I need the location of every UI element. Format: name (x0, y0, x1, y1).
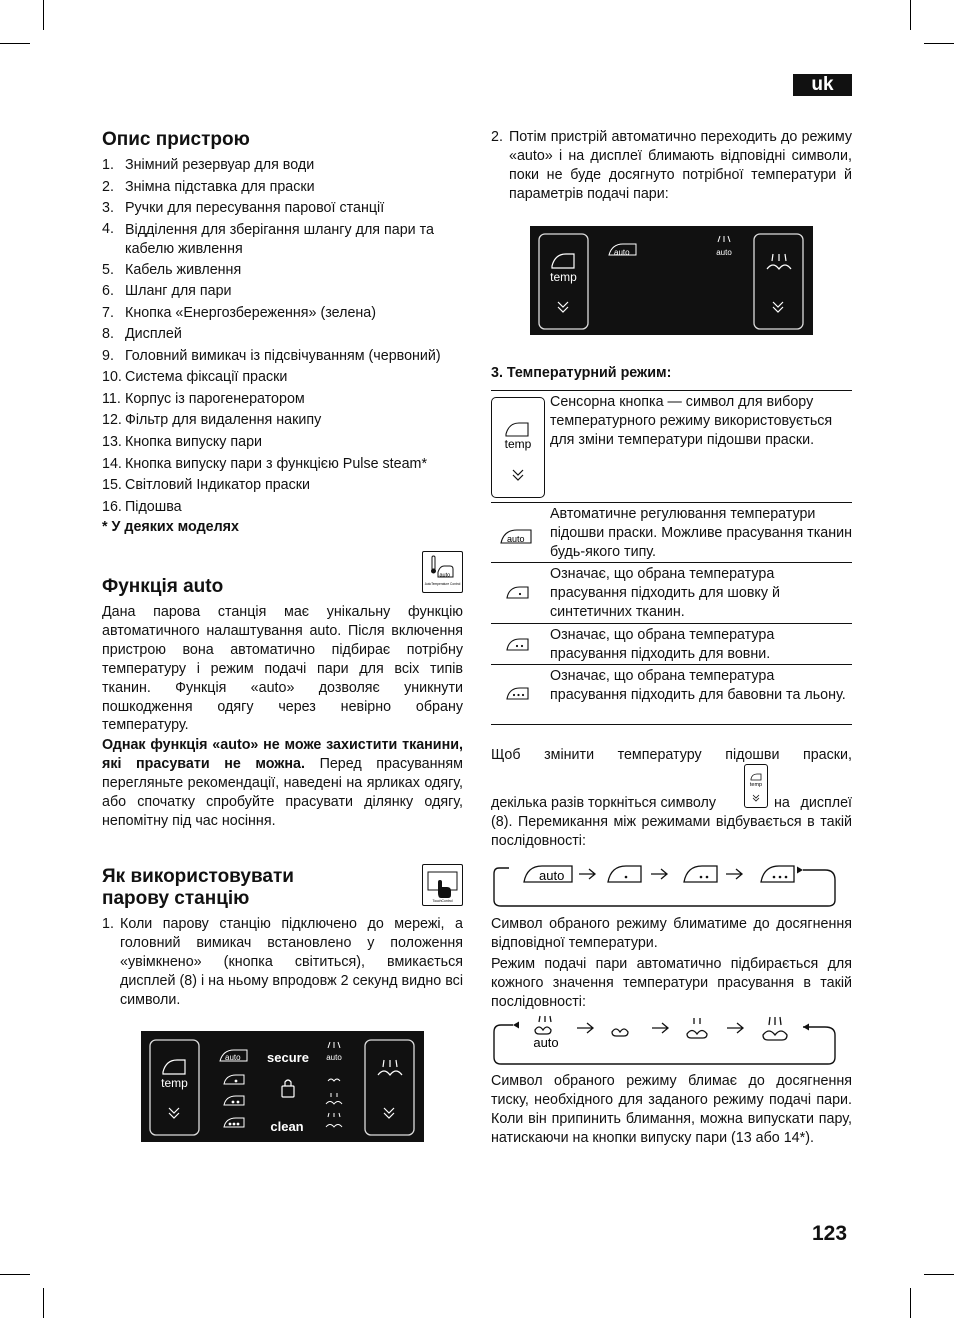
steam-sequence-auto-label: auto (533, 1035, 559, 1050)
table-row (491, 390, 852, 502)
table-row (491, 664, 852, 725)
list-item (102, 324, 464, 346)
auto-warning-rest: Перед прасуванням перегляньте рекомендації, наведені на ярликах одягу, або спочатку спробуйте прасувати ділянку одягу, непомітну під час носіння. (102, 755, 463, 829)
iron-three-dots-icon (761, 866, 794, 882)
page-number: 123 (812, 1222, 848, 1245)
temp-icon-label: temp (504, 437, 532, 451)
auto-function-heading: Функція auto (102, 576, 224, 597)
list-item-number: 12. (102, 412, 122, 429)
list-item-text: Кнопка випуску пари з функцією Pulse steam* (125, 455, 428, 472)
list-item-text: Підошва (125, 498, 182, 515)
iron-auto-label: auto (225, 1053, 241, 1062)
list-item (102, 260, 464, 282)
iron-one-dot-icon (608, 866, 641, 882)
steam-medium-icon (687, 1018, 707, 1038)
temp-row-text: Означає, що обрана температура прасування підходить для бавовни та льону. (550, 668, 846, 703)
arrow-right-icon (727, 1023, 743, 1033)
auto-function-warning (102, 736, 463, 831)
list-item-text: Кабель живлення (125, 261, 242, 278)
temp-button-icon (491, 397, 545, 498)
table-row (491, 502, 852, 562)
list-item-text: Знімна підставка для праски (125, 178, 315, 195)
language-badge: uk (793, 74, 852, 96)
list-item-number: 10. (102, 369, 122, 386)
crop-mark (924, 1274, 954, 1275)
step-1-number: 1. (102, 916, 114, 932)
auto-icon-caption: AutoTemperature Control (424, 582, 461, 586)
steam-high-icon (763, 1017, 787, 1040)
crop-mark (924, 43, 954, 44)
table-row (491, 562, 852, 623)
device-description-heading: Опис пристрою (102, 129, 250, 150)
temp-row-text: Сенсорна кнопка — символ для вибору температурного режиму використовується для зміни температури підошви праски. (550, 394, 833, 448)
steam-auto-label: auto (716, 248, 732, 257)
list-item-number: 8. (102, 326, 114, 343)
iron-two-dots-icon (684, 866, 717, 882)
how-to-use-heading-line1: Як використовувати (102, 866, 294, 887)
list-item (102, 410, 464, 432)
iron-three-dots-icon (506, 685, 530, 706)
list-item-text: Головний вимикач із підсвічуванням (червоний) (125, 347, 441, 364)
final-text: Символ обраного режиму блимає до досягнення тиску, необхідного для заданого режиму подачі пари. Коли він припинить блимання, можна випускати пару, натискаючи на кнопки випуску пари (13 або 14*). (491, 1073, 852, 1146)
auto-icon-label: auto (439, 572, 451, 579)
iron-auto-label: auto (614, 248, 630, 257)
list-item-number: 7. (102, 304, 114, 321)
list-item-text: Корпус із парогенератором (125, 390, 305, 407)
temperature-mode-table (491, 390, 852, 725)
temp-row-text: Означає, що обрана температура прасування підходить для шовку й синтетичних тканин. (550, 566, 780, 620)
list-item-number: 11. (102, 390, 121, 407)
step-2-number: 2. (491, 129, 503, 145)
chevron-down-icon (513, 470, 523, 480)
list-item (102, 389, 464, 411)
change-temp-line1: Щоб змінити температуру підошви праски, (491, 747, 852, 763)
step-2-text: Потім пристрій автоматично переходить до режиму «auto» і на дисплеї блимають відповідні символи, поки не буде досягнуто потрібної температури й параметрів подачі пари: (509, 129, 852, 202)
list-item-text: Ручки для пересування парової станції (125, 200, 385, 217)
list-item (102, 177, 464, 199)
hand-touch-icon (423, 865, 462, 905)
list-item-number: 2. (102, 178, 114, 195)
secure-label: secure (267, 1050, 309, 1065)
temp-row-text: Автоматичне регулювання температури підошви праски. Можливе прасування тканин будь-якого типу. (550, 506, 853, 560)
temperature-mode-heading: 3. Температурний режим: (491, 365, 672, 381)
thermometer-icon (423, 552, 462, 592)
iron-one-dot-icon (506, 584, 530, 605)
auto-function-text: Дана парова станція має унікальну функцію автоматичного налаштування auto. Після включення пристрою вона автоматично підбирає потрібну температуру і режим подачі пари для всіх типів тканин. Функція «auto» дозволяє уникнути пошкодження одягу через невірно обрану температуру. (102, 604, 463, 734)
list-item-text: Фільтр для видалення накипу (125, 412, 322, 429)
display-panel-all-symbols (141, 1031, 424, 1142)
list-item (102, 497, 464, 519)
list-item-text: Відділення для зберігання шлангу для пари та кабелю живлення (125, 221, 434, 257)
steam-low-icon (612, 1029, 628, 1036)
steam-sequence-text: Режим подачі пари автоматично підбирається для кожного значення температури прасування в такій послідовності: (491, 956, 852, 1010)
change-temp-line3 (491, 794, 852, 851)
how-to-use-heading (102, 866, 294, 910)
list-item (102, 367, 464, 389)
arrow-right-icon (726, 869, 742, 879)
touch-control-icon (422, 864, 463, 906)
crop-mark (43, 0, 44, 30)
crop-mark (910, 0, 911, 30)
touch-icon-caption: TouchControl (432, 899, 453, 903)
crop-mark (0, 1274, 30, 1275)
table-row (491, 623, 852, 664)
steam-auto-label: auto (326, 1053, 342, 1062)
list-item (102, 475, 464, 497)
step-1-text: Коли парову станцію підключено до мережі, а головний вимикач встановлено у положення «увімкнено» (кнопка світиться), вмикається дисплей (8) і на ньому впродовж 2 секунд видно всі символи. (120, 916, 463, 1008)
steam-sequence (491, 1010, 839, 1068)
list-item-number: 3. (102, 200, 114, 217)
auto-icon-label: auto (507, 534, 525, 544)
list-item (102, 432, 464, 454)
clean-label: clean (270, 1119, 304, 1134)
iron-two-dots-icon (506, 636, 530, 657)
footnote: * У деяких моделях (102, 519, 239, 535)
list-item-text: Кнопка «Енергозбереження» (зелена) (125, 304, 377, 321)
auto-warning-bold: Однак функція «auto» не може захистити тканини, які прасувати не можна. (102, 737, 463, 772)
sequence-auto-label: auto (539, 868, 565, 883)
list-item (102, 346, 464, 368)
arrow-right-icon (651, 869, 667, 879)
list-item-number: 14. (102, 455, 122, 472)
temp-row-text: Означає, що обрана температура прасування підходить для вовни. (550, 627, 775, 662)
auto-temperature-control-icon (422, 551, 463, 593)
list-item (102, 198, 464, 220)
change-temp-line2: декілька разів торкніться символу (491, 795, 717, 811)
list-item-text: Світловий Індикатор праски (125, 477, 311, 494)
display-panel-auto-mode (530, 226, 813, 335)
list-item-number: 1. (102, 157, 114, 173)
temperature-sequence (491, 850, 839, 910)
change-temp-rest: на дисплеї (8). Перемикання між режимами відбувається в такій послідовності: (491, 795, 852, 849)
arrow-right-icon (577, 1023, 593, 1033)
list-item-number: 16. (102, 498, 122, 515)
steam-auto-icon (535, 1016, 551, 1034)
list-item (102, 454, 464, 476)
list-item-number: 5. (102, 261, 114, 278)
list-item-text: Кнопка випуску пари (125, 434, 263, 451)
list-item (102, 303, 464, 325)
crop-mark (910, 1288, 911, 1318)
list-item (102, 220, 464, 260)
iron-auto-icon (500, 519, 534, 550)
temp-label: temp (161, 1076, 188, 1090)
temp-inline-label: temp (749, 782, 763, 788)
blink-text: Символ обраного режиму блиматиме до досягнення відповідної температури. (491, 916, 852, 951)
arrow-right-icon (579, 869, 595, 879)
list-item-number: 15. (102, 477, 122, 494)
step-2 (491, 128, 852, 204)
list-item-number: 4. (102, 220, 114, 237)
temp-label: temp (550, 270, 577, 284)
device-parts-list (102, 155, 464, 518)
step-1 (102, 915, 463, 1010)
list-item-text: Дисплей (125, 326, 182, 343)
list-item-text: Система фіксації праски (125, 369, 288, 386)
list-item (102, 155, 464, 177)
list-item-number: 6. (102, 283, 114, 300)
list-item-number: 9. (102, 347, 114, 364)
crop-mark (0, 43, 30, 44)
arrow-right-icon (652, 1023, 668, 1033)
list-item-text: Шланг для пари (125, 283, 232, 300)
crop-mark (43, 1288, 44, 1318)
list-item (102, 281, 464, 303)
list-item-number: 13. (102, 434, 122, 451)
list-item-text: Знімний резервуар для води (125, 157, 315, 173)
how-to-use-heading-line2: парову станцію (102, 888, 250, 909)
